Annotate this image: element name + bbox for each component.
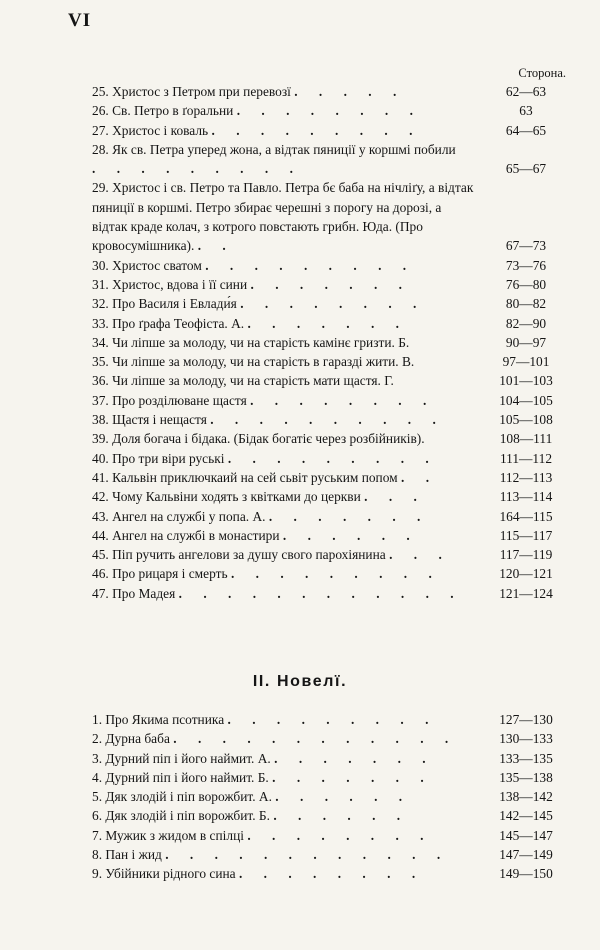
- toc-entry-title: [92, 371, 474, 390]
- toc-entry-text: 7. Мужик з жидом в спілці: [92, 827, 244, 843]
- toc-entry: [92, 787, 572, 806]
- toc-entry-title: [92, 275, 474, 294]
- toc-entry-pages: 142—145: [499, 808, 553, 824]
- toc-entry: [92, 256, 572, 275]
- toc-entry: [92, 449, 572, 468]
- toc-entry-title: [92, 564, 474, 583]
- toc-entry-text: 9. Убійники рідного сина: [92, 866, 236, 882]
- toc-entry-pages: 113—114: [499, 489, 553, 505]
- toc-entry-text: 26. Св. Петро в ґоральни: [92, 103, 234, 119]
- toc-entry-pages: 65—67: [505, 161, 547, 177]
- toc-entry-title: [92, 749, 474, 768]
- toc-entry: [92, 391, 572, 410]
- toc-entry-title: [92, 526, 474, 545]
- toc-entry-leader-dots: . . . . . . .: [247, 315, 409, 331]
- toc-entry: [92, 729, 572, 748]
- toc-entry-leader-dots: . . . . . .: [273, 808, 410, 824]
- toc-entry: [92, 410, 572, 429]
- toc-entry: [92, 82, 572, 101]
- toc-entry-leader-dots: . . . . . . . .: [236, 103, 422, 119]
- toc-entry-leader-dots: . . . . . . . .: [250, 392, 436, 408]
- toc-entry-text: 37. Про розділюване щастя: [92, 392, 247, 408]
- toc-entry-text: 33. Про ґрафа Теофіста. А.: [92, 315, 245, 331]
- toc-entry-text: 25. Христос з Петром при перевозї: [92, 84, 291, 99]
- toc-entry-title: [92, 352, 474, 371]
- toc-entry-title: [92, 429, 474, 448]
- toc-entry-text: 32. Про Василя і Евлади́я: [92, 296, 237, 312]
- toc-entry: [92, 845, 572, 864]
- toc-entry-pages: 115—117: [499, 527, 553, 543]
- toc-entry: [92, 749, 572, 768]
- toc-entry-title: [92, 468, 474, 487]
- toc-entry: [92, 545, 572, 564]
- toc-entry-text: 44. Ангел на службі в монастири: [92, 527, 280, 543]
- toc-entry: [92, 140, 572, 179]
- toc-entry-pages: 67—73: [505, 238, 547, 254]
- toc-entry-leader-dots: . . . . . . . . .: [205, 257, 416, 273]
- toc-entry-text: 8. Пан і жид: [92, 847, 162, 863]
- toc-entry-pages: 97—101: [502, 354, 550, 370]
- toc-entry-pages: 127—130: [499, 712, 553, 727]
- toc-entry-leader-dots: . . . . . . .: [274, 750, 435, 766]
- toc-entry-pages: 108—111: [499, 431, 553, 447]
- toc-entry-title: [92, 507, 474, 526]
- toc-entry-text: 36. Чи ліпше за молоду, чи на старість мати щастя. Г.: [92, 373, 394, 389]
- toc-entry: [92, 371, 572, 390]
- toc-entry-title: [92, 545, 474, 564]
- toc-entry-leader-dots: . . . . . . . . . . . .: [178, 585, 463, 601]
- toc-entry-title: [92, 82, 474, 101]
- toc-entry-title: [92, 294, 474, 313]
- toc-entry-title: [92, 391, 474, 410]
- toc-entry-text: 31. Христос, вдова і її сини: [92, 276, 248, 292]
- toc-entry: [92, 352, 572, 371]
- toc-entry-text: 38. Щастя і нещастя: [92, 412, 207, 428]
- toc-entry-text: 40. Про три віри руські: [92, 450, 225, 466]
- toc-entry-text: 41. Кальвін приключкаий на сей сьвіт руським попом: [92, 469, 398, 485]
- toc-entry-title: [92, 449, 474, 468]
- toc-entry: [92, 468, 572, 487]
- toc-entry-pages: 76—80: [505, 276, 547, 292]
- toc-entry-leader-dots: . . . . . . . . .: [211, 122, 422, 138]
- toc-entry-leader-dots: . . . . . . . . .: [230, 566, 441, 582]
- toc-entry-title: [92, 101, 474, 120]
- toc-entry-leader-dots: . . . . . . . . .: [227, 450, 438, 466]
- toc-entry-pages: 64—65: [505, 122, 547, 138]
- toc-entry-pages: 121—124: [499, 585, 553, 601]
- toc-entry-title: [92, 729, 474, 748]
- toc-entry-leader-dots: . . . . . . . . . . . .: [165, 847, 450, 863]
- toc-entry-leader-dots: . . . . . .: [275, 789, 412, 805]
- toc-entry-leader-dots: . . . . . . .: [268, 508, 430, 524]
- toc-entry-pages: 130—133: [499, 731, 553, 747]
- toc-entry-leader-dots: . . . . . .: [282, 527, 419, 543]
- toc-entry-text: 4. Дурний піп і його наймит. Б.: [92, 769, 269, 785]
- toc-entry-title: [92, 806, 474, 825]
- toc-entry: [92, 864, 572, 883]
- toc-entry-title: [92, 140, 474, 179]
- toc-entry-title: [92, 768, 474, 787]
- toc-entry: [92, 710, 572, 729]
- toc-entry-text: 42. Чому Кальвіни ходять з квітками до церкви: [92, 489, 361, 505]
- toc-entry-leader-dots: . .: [401, 469, 439, 485]
- toc-entry-title: [92, 410, 474, 429]
- toc-entry-text: 39. Доля богача і бідака. (Бідак богатіє через розбійників).: [92, 431, 425, 447]
- toc-entry: [92, 121, 572, 140]
- toc-entry: [92, 275, 572, 294]
- toc-entry-leader-dots: . . . . . . .: [250, 276, 412, 292]
- toc-entry-text: 2. Дурна баба: [92, 731, 170, 747]
- toc-entry-text: 6. Дяк злодій і піп ворожбит. Б.: [92, 808, 270, 824]
- toc-entry: [92, 564, 572, 583]
- toc-entry-leader-dots: . . . . . . . . . .: [210, 412, 445, 428]
- toc-entry-text: 29. Христос і св. Петро та Павло. Петра бє баба на нічліґу, а відтак пяниції в коршмі. Петро збирає черешні з порогу на дорозі, а відтак краде колач, з котрого повстають грибн. Юда. (Про кровосумішника).: [92, 180, 474, 254]
- toc-entry-pages: 149—150: [499, 866, 553, 882]
- toc-entry: [92, 429, 572, 448]
- toc-entry-pages: 63: [519, 103, 533, 119]
- section-heading: II. Новелї.: [252, 673, 348, 690]
- toc-entry-leader-dots: . . .: [364, 489, 426, 505]
- toc-entry-text: 27. Христос і коваль: [92, 122, 209, 138]
- toc-entry-title: [92, 121, 474, 140]
- toc-entry-text: 45. Піп ручить ангелови за душу свого парохіянина: [92, 547, 386, 563]
- toc-entry-text: 3. Дурний піп і його наймит. А.: [92, 750, 271, 766]
- toc-entry-pages: 80—82: [505, 296, 547, 312]
- toc-entry-leader-dots: . . . . . . . . .: [227, 712, 438, 727]
- toc-entry-title: [92, 864, 474, 883]
- toc-section-2: [92, 710, 572, 884]
- toc-entry: [92, 178, 572, 255]
- toc-entry-leader-dots: . . .: [389, 547, 451, 563]
- toc-entry: [92, 101, 572, 120]
- toc-entry-leader-dots: . .: [197, 238, 235, 254]
- toc-entry-pages: 145—147: [499, 827, 553, 843]
- toc-entry: [92, 314, 572, 333]
- toc-entry-pages: 101—103: [499, 373, 553, 389]
- toc-entry-pages: 164—115: [499, 508, 553, 524]
- toc-entry-text: 28. Як св. Петра уперед жона, а відтак пяниції у коршмі побили: [92, 141, 456, 157]
- toc-entry-title: [92, 787, 474, 806]
- page-column-header: Сторона.: [518, 66, 566, 80]
- toc-entry-pages: 104—105: [499, 392, 553, 408]
- toc-entry-pages: 90—97: [505, 334, 547, 350]
- toc-entry-title: [92, 710, 474, 729]
- toc-entry: [92, 507, 572, 526]
- page-number: VI: [68, 10, 92, 31]
- toc-entry-pages: 62—63: [505, 84, 547, 99]
- toc-entry-title: [92, 178, 474, 255]
- toc-entry-text: 5. Дяк злодій і піп ворожбит. А.: [92, 789, 272, 805]
- toc-entry-pages: 82—90: [505, 315, 547, 331]
- toc-entry-leader-dots: . . . . . . . . .: [92, 161, 302, 177]
- toc-entry-text: 46. Про рицаря і смерть: [92, 566, 228, 582]
- toc-section-1: [92, 82, 572, 603]
- toc-entry: [92, 294, 572, 313]
- toc-entry-pages: 73—76: [505, 257, 547, 273]
- toc-entry-pages: 120—121: [499, 566, 553, 582]
- toc-entry-leader-dots: . . . . . . . .: [240, 296, 426, 312]
- toc-entry-leader-dots: . . . . . . . .: [238, 866, 425, 882]
- toc-entry-leader-dots: . . . . .: [294, 84, 406, 99]
- toc-entry-pages: 147—149: [499, 847, 553, 863]
- toc-entry-title: [92, 314, 474, 333]
- toc-entry-pages: 111—112: [499, 450, 553, 466]
- toc-entry-title: [92, 845, 474, 864]
- toc-entry-pages: 135—138: [499, 769, 553, 785]
- toc-entry-leader-dots: . . . . . . . . . . . .: [173, 731, 458, 747]
- toc-entry-leader-dots: . . . . . . . .: [247, 827, 433, 843]
- toc-entry-pages: 133—135: [499, 750, 553, 766]
- toc-entry-text: 30. Христос сватом: [92, 257, 202, 273]
- toc-entry: [92, 333, 572, 352]
- toc-entry-title: [92, 333, 474, 352]
- toc-entry-title: [92, 256, 474, 275]
- toc-entry: [92, 584, 572, 603]
- toc-entry-pages: 112—113: [499, 469, 553, 485]
- toc-entry-text: 1. Про Якима псотника: [92, 712, 225, 727]
- toc-entry-pages: 105—108: [499, 412, 553, 428]
- toc-entry-pages: 138—142: [499, 789, 553, 805]
- toc-entry: [92, 826, 572, 845]
- toc-entry-leader-dots: . . . . . . .: [272, 769, 433, 785]
- toc-entry-text: 34. Чи ліпше за молоду, чи на старість камінє гризти. Б.: [92, 334, 410, 350]
- toc-entry-text: 43. Ангел на службі у попа. А.: [92, 508, 266, 524]
- toc-entry-text: 47. Про Мадея: [92, 585, 176, 601]
- toc-entry: [92, 487, 572, 506]
- toc-entry: [92, 806, 572, 825]
- toc-entry: [92, 526, 572, 545]
- toc-entry-title: [92, 584, 474, 603]
- toc-entry: [92, 768, 572, 787]
- toc-entry-pages: 117—119: [499, 547, 553, 563]
- toc-entry-title: [92, 826, 474, 845]
- toc-entry-text: 35. Чи ліпше за молоду, чи на старість в гаразді жити. В.: [92, 354, 415, 370]
- toc-entry-title: [92, 487, 474, 506]
